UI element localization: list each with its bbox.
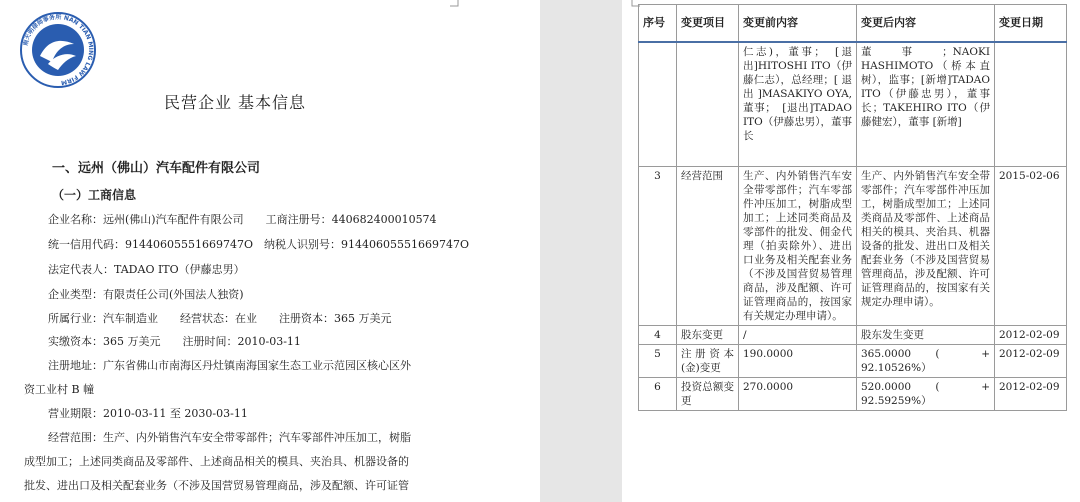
info-line-address-cont: 资工业村 B 幢	[24, 383, 95, 396]
cell-item: 经营范围	[677, 166, 739, 325]
info-line-industry: 所属行业：汽车制造业 经营状态：在业 注册资本：365 万美元	[48, 312, 392, 325]
info-line-address: 注册地址：广东省佛山市南海区丹灶镇南海国家生态工业示范园区核心区外	[48, 359, 411, 372]
cell-before: 仁志)，董事； [退出]HITOSHI ITO（伊藤仁志），总经理；[ 退 出 ]MASAKIYO OYA,董事； [退出]TADAO ITO（伊藤忠男），董事长	[739, 42, 857, 166]
cell-no: 4	[639, 325, 677, 344]
cell-item	[677, 42, 739, 166]
document-title: 民营企业 基本信息	[163, 93, 307, 112]
cell-no: 3	[639, 166, 677, 325]
cell-date: 2012-02-09	[995, 325, 1067, 344]
law-firm-seal-icon	[18, 10, 98, 90]
change-record-table	[638, 4, 1067, 411]
subsection-title: （一）工商信息	[52, 188, 137, 202]
page-corner-mark-icon	[450, 0, 462, 12]
right-page	[622, 0, 1080, 502]
cell-before: 270.0000	[739, 377, 857, 410]
info-line-term: 营业期限：2010-03-11 至 2030-03-11	[48, 407, 248, 420]
info-line-scope-cont-2: 批发、进出口及相关配套业务（不涉及国营贸易管理商品，涉及配额、许可证管	[24, 479, 409, 492]
cell-date	[995, 42, 1067, 166]
header-after: 变更后内容	[857, 5, 995, 43]
table-row	[639, 166, 1067, 325]
cell-no	[639, 42, 677, 166]
header-date: 变更日期	[995, 5, 1067, 43]
cell-date: 2012-02-09	[995, 377, 1067, 410]
cell-before: /	[739, 325, 857, 344]
table-row	[639, 377, 1067, 410]
header-before: 变更前内容	[739, 5, 857, 43]
logo-ring-text: 南天明律师事务所 NAN TIAN MING LAW FIRM	[22, 13, 95, 86]
info-line-paid-capital: 实缴资本：365 万美元 注册时间：2010-03-11	[48, 335, 301, 348]
header-no: 序号	[639, 5, 677, 43]
cell-item: 注册资本(金)变更	[677, 344, 739, 377]
cell-after: 365.0000 ( + 92.10526%）	[857, 344, 995, 377]
left-page	[0, 0, 470, 502]
cell-no: 5	[639, 344, 677, 377]
info-line-credit-code: 统一信用代码：91440605551669747O 纳税人识别号：91440605551669747O	[48, 238, 469, 251]
cell-date: 2015-02-06	[995, 166, 1067, 325]
cell-date: 2012-02-09	[995, 344, 1067, 377]
info-line-scope-cont-1: 成型加工；上述同类商品及零部件、上述商品相关的模具、夹治具、机器设备的	[24, 455, 409, 468]
section-title: 一、远州（佛山）汽车配件有限公司	[52, 161, 261, 176]
info-line-company-type: 企业类型：有限责任公司(外国法人独资)	[48, 288, 244, 301]
cell-no: 6	[639, 377, 677, 410]
table-row	[639, 42, 1067, 166]
cell-item: 股东变更	[677, 325, 739, 344]
page-gutter	[540, 0, 622, 502]
cell-after: 股东发生变更	[857, 325, 995, 344]
cell-after: 董事；NAOKI HASHIMOTO（桥本直树），监事；[新增]TADAO ITO（伊藤忠男），董事长；TAKEHIRO ITO（伊藤健宏），董事 [新增]	[857, 42, 995, 166]
cell-item: 投资总额变更	[677, 377, 739, 410]
table-row	[639, 344, 1067, 377]
cell-after: 520.0000 ( + 92.59259%）	[857, 377, 995, 410]
header-item: 变更项目	[677, 5, 739, 43]
cell-after: 生产、内外销售汽车安全带零部件；汽车零部件冲压加工，树脂成型加工；上述同类商品及零部件、上述商品相关的模具、夹治具、机器设备的批发、进出口及相关配套业务（不涉及国营贸易管理商品，涉及配额、许可证管理商品的，按国家有关规定办理申请）。	[857, 166, 995, 325]
info-line-legal-rep: 法定代表人：TADAO ITO（伊藤忠男）	[48, 263, 245, 276]
table-header-row	[639, 5, 1067, 43]
info-line-scope: 经营范围：生产、内外销售汽车安全带零部件；汽车零部件冲压加工，树脂	[48, 431, 411, 444]
table-row	[639, 325, 1067, 344]
info-line-company-name: 企业名称：远州(佛山)汽车配件有限公司 工商注册号：440682400010574	[48, 213, 437, 226]
cell-before: 生产、内外销售汽车安全带零部件；汽车零部件冲压加工，树脂成型加工；上述同类商品及零部件的批发、佣金代理（拍卖除外）、进出口业务及相关配套业务（不涉及国营贸易管理商品，涉及配额、许可证管理商品的，按国家有关规定办理申请）。	[739, 166, 857, 325]
cell-before: 190.0000	[739, 344, 857, 377]
